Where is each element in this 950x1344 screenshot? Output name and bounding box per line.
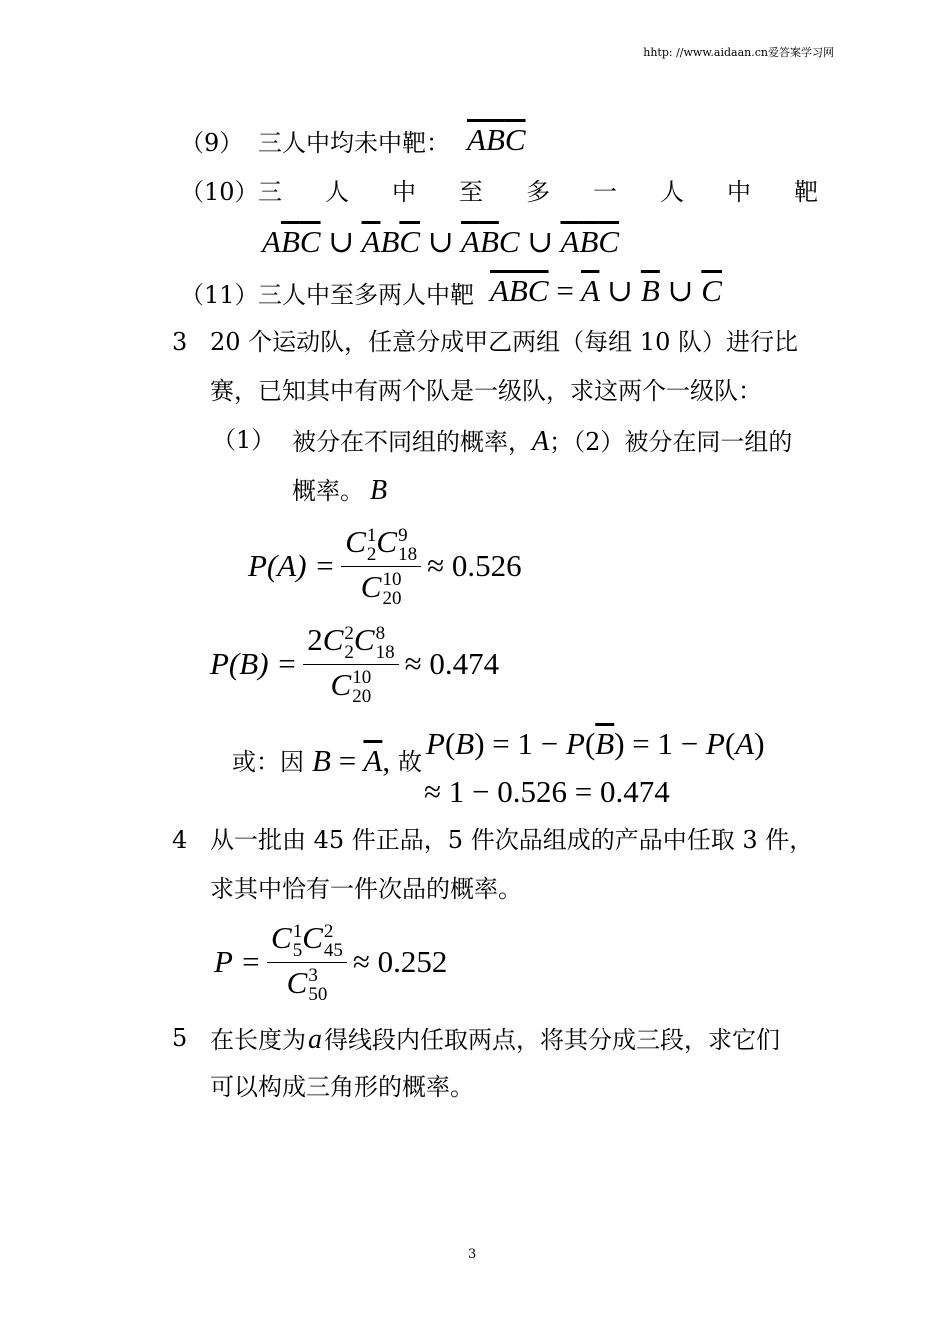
alt-line1: $P(B) = 1 - P(\overline{B}) = 1 - P(A)$ [426, 726, 765, 761]
q3-line1: 20 个运动队，任意分成甲乙两组（每组 10 队）进行比 [210, 328, 798, 356]
alt-line2: ≈ 1 − 0.526 = 0.474 [424, 774, 670, 809]
formula-pb: P(B) = 2C 2 2 C 8 18 C 10 20 ≈ 0.474 [210, 621, 500, 708]
item-9-math: $\overline{A}\overline{B}\overline{C}$ [467, 122, 526, 157]
q5-number: 5 [172, 1024, 188, 1052]
item-11-label: （11） [180, 281, 259, 309]
q4-line2: 求其中恰有一件次品的概率。 [210, 875, 522, 903]
formula-pa: P(A) = C 1 2 C 9 18 C 10 20 ≈ 0.526 [248, 523, 522, 610]
q3-sub1-label: （1） [212, 426, 276, 454]
q4-number: 4 [172, 826, 188, 854]
page-number: 3 [468, 1247, 477, 1262]
item-9-text: 三人中均未中靶： [258, 129, 450, 157]
q5-line2: 可以构成三角形的概率。 [210, 1073, 474, 1101]
item-10-text: 三 人 中 至 多 一 人 中 靶 [258, 178, 818, 206]
header-url: hhtp: //www.aidaan.cn爱答案学习网 [643, 46, 834, 59]
formula-p4: P = C 1 5 C 2 45 C 3 50 ≈ 0.252 [214, 919, 448, 1006]
item-9-label: （9） [180, 129, 244, 157]
item-11-text: 三人中至多两人中靶 [258, 281, 474, 309]
item-11-math: $\overline{ABC} = \overline{A}$ ∪ $\overline{B}$ ∪ $\overline{C}$ [490, 273, 722, 308]
q3-line4: 概率。 B [292, 475, 388, 506]
item-10-label: （10） [180, 178, 259, 206]
alt-gu: 故 [398, 748, 422, 776]
q3-line2: 赛，已知其中有两个队是一级队，求这两个一级队： [210, 377, 762, 405]
q3-sub1-text: 被分在不同组的概率，A；（2）被分在同一组的 [292, 426, 793, 457]
alt-prefix: 或：因 [232, 748, 304, 776]
q3-number: 3 [172, 328, 188, 356]
item-10-math: $A\overline{B}\overline{C}$ ∪ $\overline{A}B\overline{C}$ ∪ $\overline{A}\overline{B}C$ ∪ $\overline{A}\overline{B}\overline{C}$ [262, 224, 620, 259]
alt-eq: $B = \overline{A}$, [312, 743, 391, 778]
q5-line1: 在长度为a得线段内任取两点，将其分成三段，求它们 [210, 1024, 780, 1055]
q4-line1: 从一批由 45 件正品，5 件次品组成的产品中任取 3 件， [210, 826, 814, 854]
